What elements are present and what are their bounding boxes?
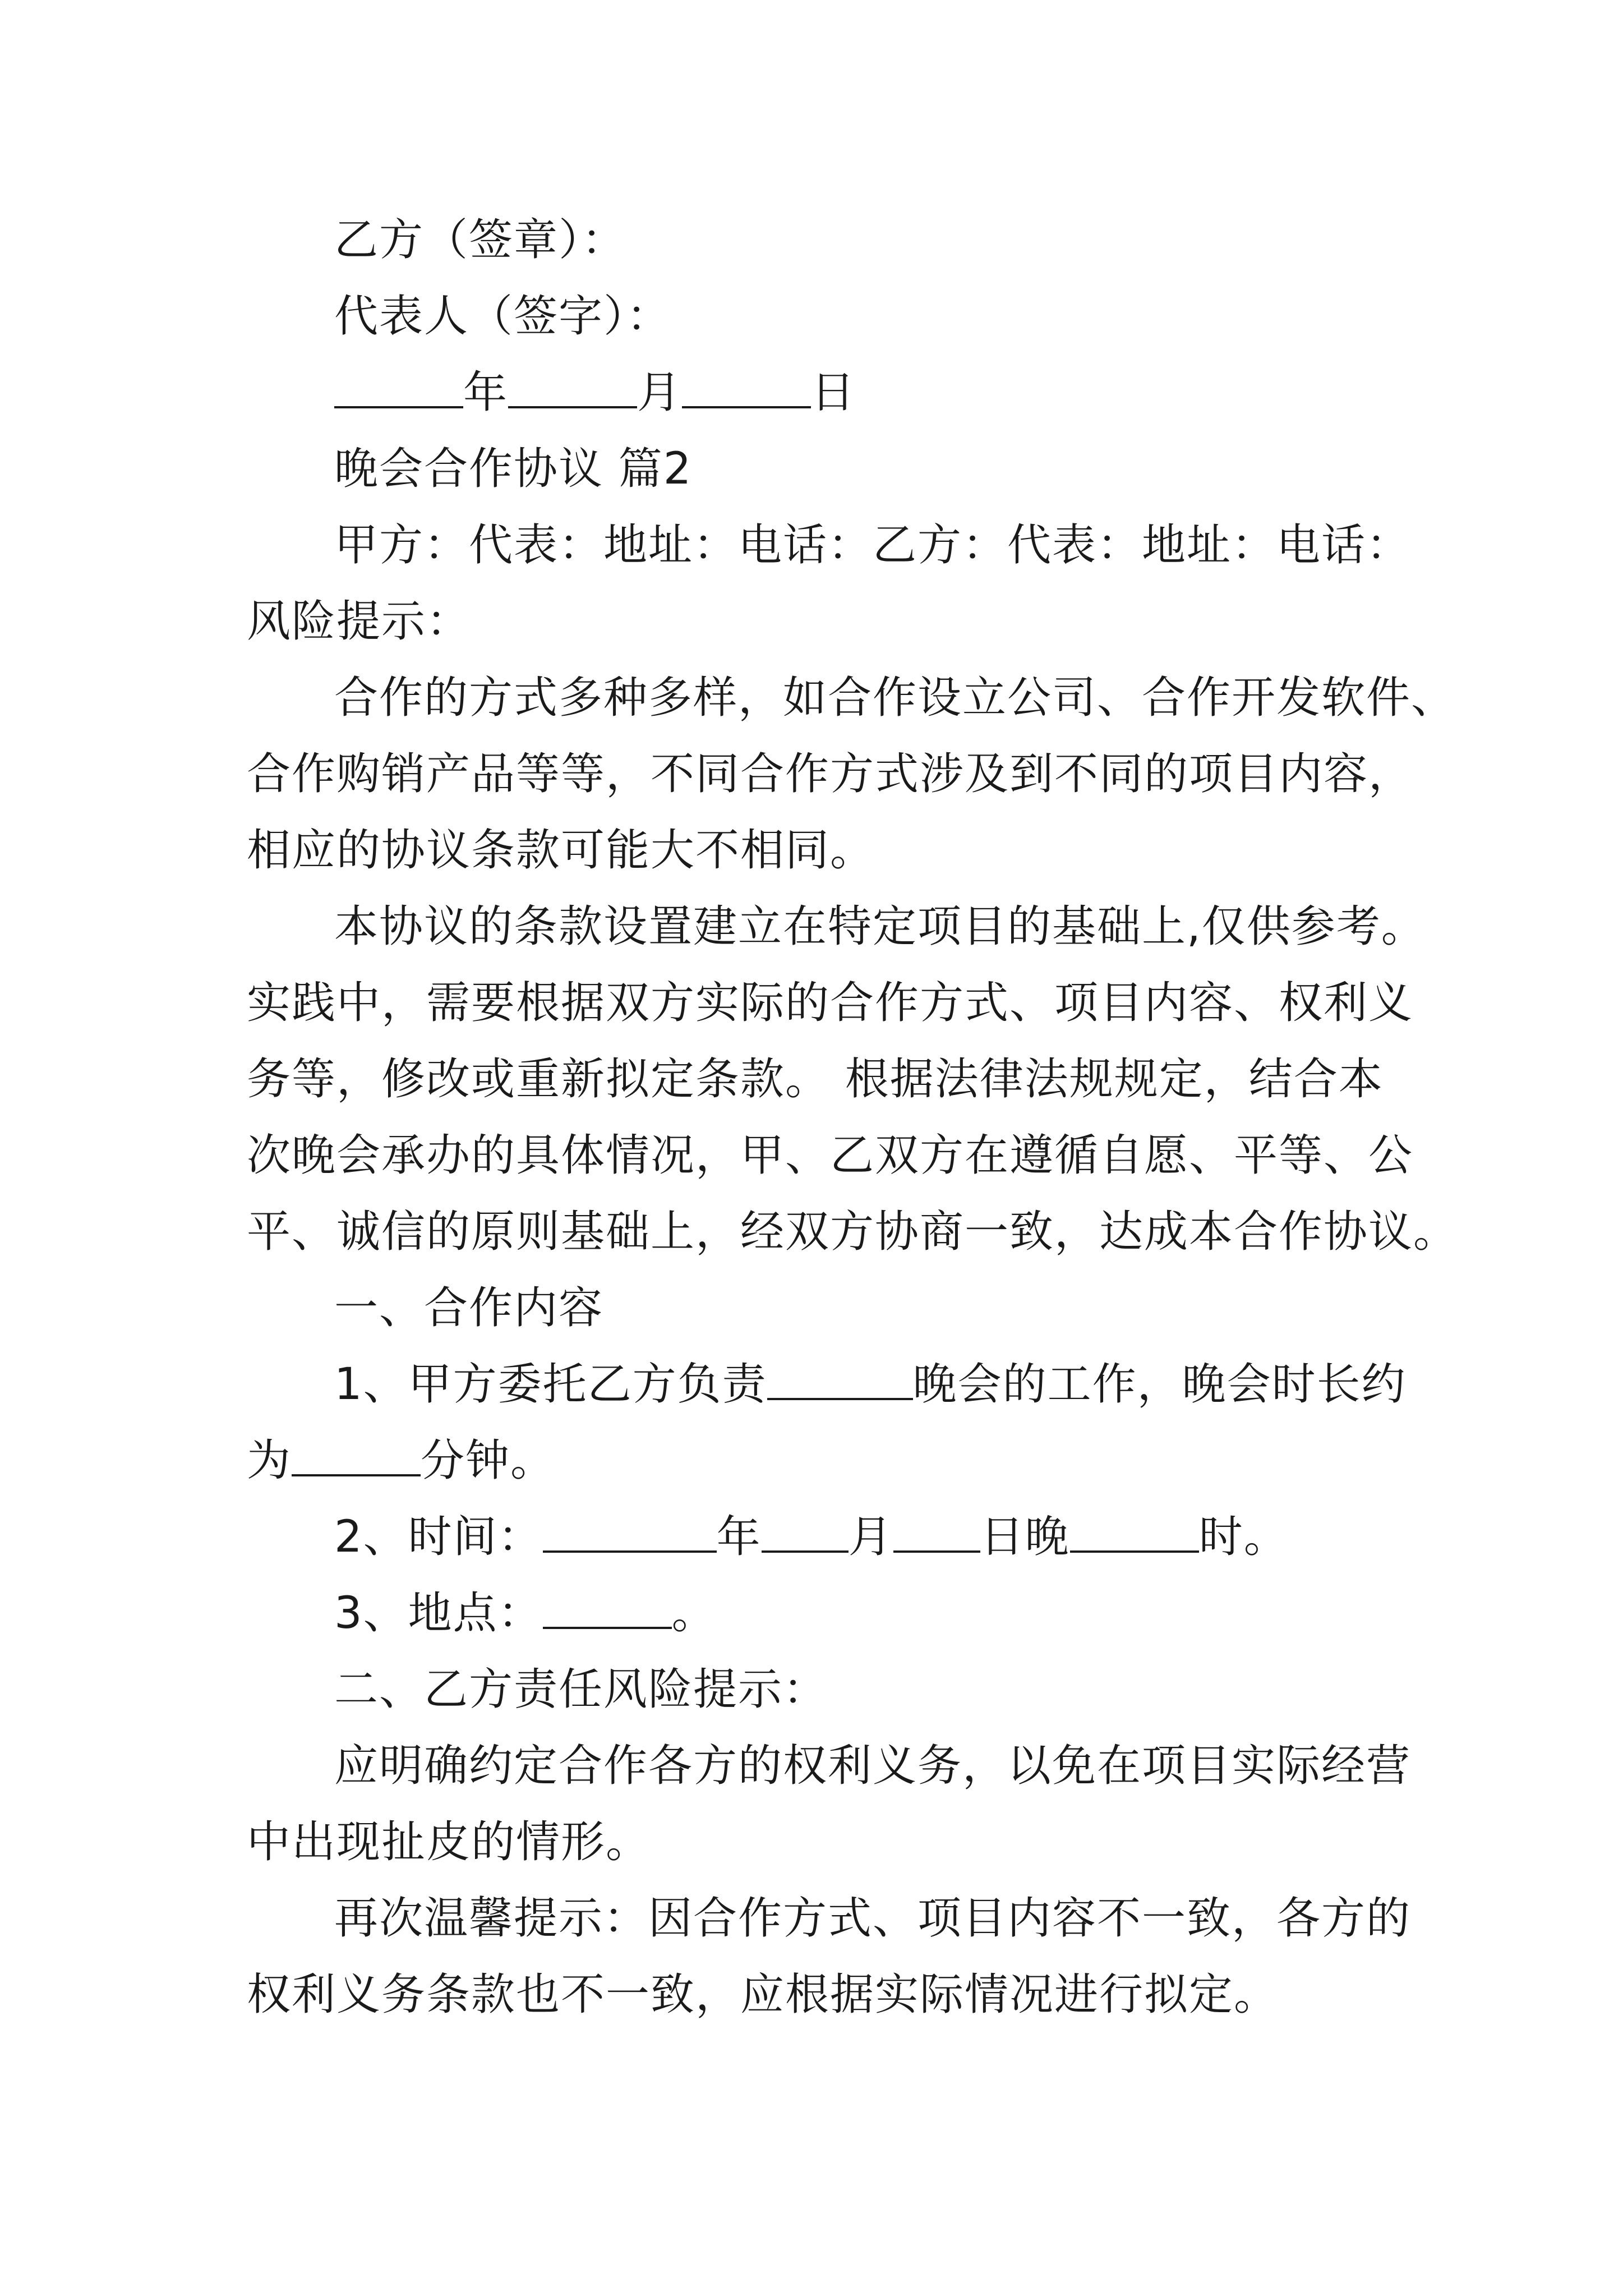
paragraph-line: 权利义务条款也不一致，应根据实际情况进行拟定。	[247, 1970, 1279, 2020]
time-day-blank	[893, 1517, 980, 1553]
item-2-year: 年	[716, 1512, 762, 1562]
item-3-text: 3、地点：	[334, 1588, 543, 1639]
item-3-end: 。	[671, 1588, 717, 1639]
paragraph-line: 实践中，需要根据双方实际的合作方式、项目内容、权利义	[247, 978, 1414, 1028]
gala-name-blank	[767, 1364, 913, 1400]
paragraph-line: 合作的方式多种多样，如合作设立公司、合作开发软件、	[334, 673, 1456, 723]
paragraph-line: 本协议的条款设置建立在特定项目的基础上,仅供参考。	[334, 901, 1426, 952]
item-1-line-2	[247, 1423, 1385, 1499]
document-body	[247, 202, 1459, 2033]
representative-sign-line: 代表人（签字）：	[334, 291, 672, 342]
location-blank	[543, 1593, 672, 1629]
item-2-day: 日晚	[980, 1512, 1070, 1562]
time-hour-blank	[1070, 1517, 1199, 1553]
party-b-seal-line: 乙方（签章）：	[334, 215, 627, 265]
paragraph-line: 中出现扯皮的情形。	[247, 1817, 651, 1867]
item-1-line	[247, 1346, 1407, 1423]
year-label: 年	[463, 367, 509, 418]
item-2-hour: 时。	[1198, 1512, 1289, 1562]
signature-date-line	[247, 355, 1385, 431]
item-2-line	[247, 1499, 1385, 1575]
paragraph-line: 合作购销产品等等，不同合作方式涉及到不同的项目内容，	[247, 749, 1414, 799]
paragraph-line: 务等，修改或重新拟定条款。 根据法律法规规定，结合本	[247, 1054, 1384, 1105]
day-blank	[682, 372, 811, 408]
year-blank	[334, 372, 463, 408]
heading-party-b-risk: 二、乙方责任风险提示：	[334, 1664, 828, 1715]
item-3-line	[247, 1575, 1385, 1651]
month-label: 月	[637, 367, 683, 418]
item-1-text-b: 晚会的工作，晚会时长约	[912, 1359, 1407, 1410]
paragraph-line: 再次温馨提示：因合作方式、项目内容不一致，各方的	[334, 1893, 1412, 1944]
item-1-text-c: 为	[247, 1435, 292, 1486]
item-1-text-d: 分钟。	[421, 1435, 556, 1486]
item-1-text: 1、甲方委托乙方负责	[334, 1359, 767, 1410]
item-2-month: 月	[848, 1512, 893, 1562]
paragraph-line: 相应的协议条款可能大不相同。	[247, 825, 875, 876]
item-2-text: 2、时间：	[334, 1512, 543, 1562]
duration-blank	[292, 1441, 421, 1476]
time-year-blank	[543, 1517, 717, 1553]
paragraph-line: 次晚会承办的具体情况，甲、乙双方在遵循自愿、平等、公	[247, 1130, 1414, 1181]
day-label: 日	[811, 367, 856, 418]
paragraph-line: 平、诚信的原则基础上，经双方协商一致，达成本合作协议。	[247, 1207, 1459, 1257]
month-blank	[508, 372, 637, 408]
section-title: 晚会合作协议 篇2	[334, 444, 693, 494]
parties-line: 甲方：代表：地址：电话：乙方：代表：地址：电话：	[334, 520, 1412, 570]
risk-notice-label: 风险提示：	[247, 596, 472, 647]
heading-cooperation-content: 一、合作内容	[334, 1283, 604, 1333]
time-month-blank	[762, 1517, 849, 1553]
paragraph-line: 应明确约定合作各方的权利义务，以免在项目实际经营	[334, 1741, 1412, 1791]
